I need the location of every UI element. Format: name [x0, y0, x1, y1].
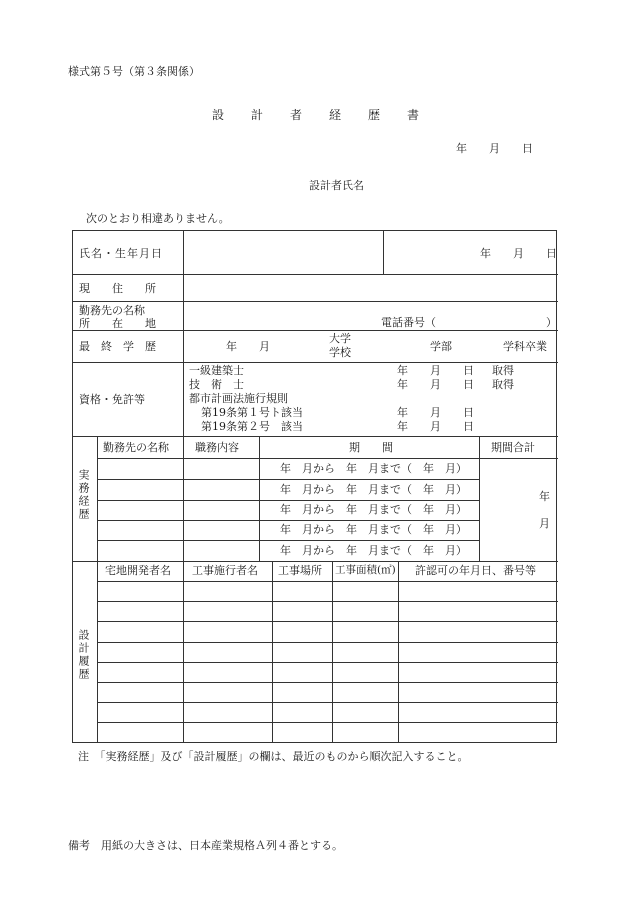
- footnote: 注 「実務経歴」及び「設計履歴」の欄は、最近のものから順次記入すること。: [78, 750, 469, 763]
- title-char: 書: [407, 108, 420, 122]
- title-char: 歴: [368, 108, 381, 122]
- faculty-label: 学部: [430, 340, 452, 353]
- title-char: 計: [251, 108, 264, 122]
- graduation-date[interactable]: 年 月: [226, 340, 270, 353]
- address-field[interactable]: [184, 275, 557, 300]
- form-id: 様式第５号（第３条関係）: [68, 65, 200, 78]
- total-header: 期間合計: [491, 441, 535, 454]
- area-header: 工事面積(㎡): [335, 564, 396, 576]
- period-row[interactable]: 年 月から 年 月まで（ 年 月）: [280, 462, 467, 475]
- employer-header: 勤務先の名称: [103, 441, 169, 454]
- document-title: [0, 109, 630, 123]
- address-label: 現 住 所: [79, 282, 156, 295]
- qualification-date[interactable]: 年 月 日: [397, 378, 474, 391]
- workplace-address-label: 所 在 地: [79, 317, 156, 330]
- workplace-name-label: 勤務先の名称: [79, 304, 145, 317]
- total-month[interactable]: 月: [539, 517, 550, 530]
- qualification-status: 取得: [492, 378, 514, 391]
- period-row[interactable]: 年 月から 年 月まで（ 年 月）: [280, 503, 467, 516]
- qualification-date[interactable]: 年 月 日: [397, 406, 474, 419]
- title-char: 設: [212, 108, 225, 122]
- university-label: 大学: [329, 332, 351, 345]
- qualification-name: 都市計画法施行規則: [189, 392, 288, 405]
- permit-header: 許認可の年月日、番号等: [415, 564, 536, 577]
- period-row[interactable]: 年 月から 年 月まで（ 年 月）: [280, 544, 467, 557]
- total-year[interactable]: 年: [539, 490, 550, 503]
- developer-header: 宅地開発者名: [105, 564, 171, 577]
- qualifications-label: 資格・免許等: [79, 393, 145, 406]
- name-field[interactable]: [184, 232, 382, 273]
- qualification-status: 取得: [492, 364, 514, 377]
- title-char: 経: [329, 108, 342, 122]
- intro-text: 次のとおり相違ありません。: [86, 212, 230, 225]
- qualification-date[interactable]: 年 月 日: [397, 364, 474, 377]
- dob-field[interactable]: 年 月 日: [480, 247, 557, 260]
- title-char: 者: [290, 108, 303, 122]
- design-history-label: 設計履歴: [77, 629, 90, 681]
- designer-history-table: [72, 230, 557, 743]
- education-label: 最 終 学 歴: [79, 340, 156, 353]
- department-label: 学科卒業: [503, 340, 547, 353]
- period-header: 期 間: [349, 441, 393, 454]
- submission-date[interactable]: 年 月 日: [456, 142, 533, 155]
- qualification-name: 第19条第１号ト該当: [201, 406, 303, 419]
- period-row[interactable]: 年 月から 年 月まで（ 年 月）: [280, 523, 467, 536]
- period-row[interactable]: 年 月から 年 月まで（ 年 月）: [280, 483, 467, 496]
- work-history-label: 実務経歴: [77, 469, 90, 521]
- remark: 備考 用紙の大きさは、日本産業規格Ａ列４番とする。: [68, 839, 343, 852]
- site-header: 工事場所: [278, 564, 322, 577]
- school-label: 学校: [329, 346, 351, 359]
- designer-name-label: 設計者氏名: [309, 179, 364, 192]
- qualification-name: 一級建築士: [189, 364, 244, 377]
- duties-header: 職務内容: [195, 441, 239, 454]
- qualification-date[interactable]: 年 月 日: [397, 420, 474, 433]
- qualification-name: 技 術 士: [189, 378, 244, 391]
- contractor-header: 工事施行者名: [192, 564, 258, 577]
- phone-field[interactable]: 電話番号（ ）: [381, 316, 557, 329]
- name-dob-label: 氏名・生年月日: [79, 247, 163, 260]
- qualification-name: 第19条第２号 該当: [201, 420, 303, 433]
